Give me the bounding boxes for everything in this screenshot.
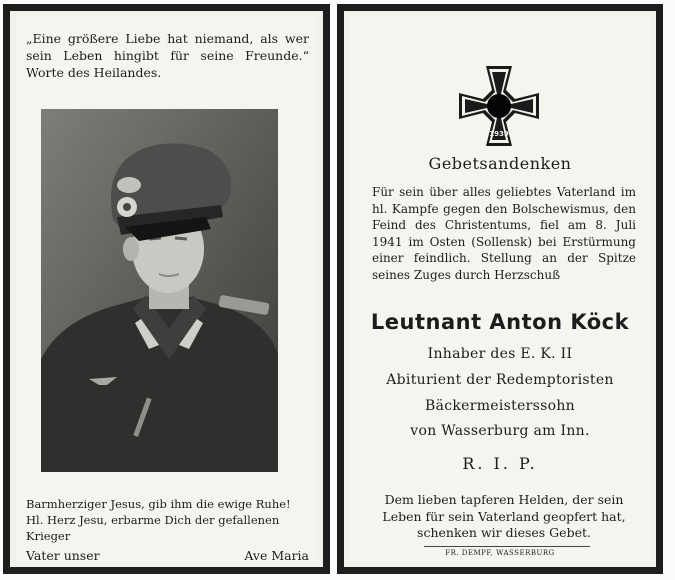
hometown-line: von Wasserburg am Inn. <box>410 423 590 439</box>
decoration-line: Inhaber des E. K. II <box>427 346 573 362</box>
prayer-block <box>26 496 309 564</box>
divider <box>424 546 590 547</box>
memorial-text: Für sein über alles geliebtes Vaterland im hl. Kampfe gegen den Bolschewismus, den Feind des Christentums, fiel am 8. Juli 1941 im Osten (Sollensk) bei Erstürmung einer feindlich. Stellung an der Spitze seines Zuges durch Herzschuß <box>372 185 636 282</box>
closing-prayers <box>26 548 309 564</box>
soldier-portrait <box>41 109 278 472</box>
ave-maria: Ave Maria <box>244 548 309 563</box>
dedication-text: Dem lieben tapferen Helden, der sein Leben für sein Vaterland geopfert hat, schenken wir dieses Gebet. <box>382 492 626 540</box>
family-line: Bäckermeisterssohn <box>425 398 575 414</box>
right-card <box>337 4 663 574</box>
prayer-line-1: Barmherziger Jesus, gib ihm die ewige Ruhe! <box>26 497 291 511</box>
right-card-content <box>350 16 650 562</box>
cross-year: 1939 <box>489 130 509 138</box>
education-line: Abiturient der Redemptoristen <box>386 372 614 388</box>
left-card <box>3 4 330 574</box>
printer-credit: FR. DEMPF, WASSERBURG <box>445 549 555 557</box>
iron-cross-icon <box>459 66 539 146</box>
vater-unser: Vater unser <box>26 548 100 563</box>
left-card-content <box>16 16 317 562</box>
deceased-name: Leutnant Anton Köck <box>370 310 630 334</box>
bible-quote: „Eine größere Liebe hat niemand, als wer sein Leben hingibt für seine Freunde.“ Worte des Heilandes. <box>26 31 309 80</box>
rip-text: R. I. P. <box>462 454 538 473</box>
prayer-line-2: Hl. Herz Jesu, erbarme Dich der gefallenen Krieger <box>26 513 280 543</box>
memorial-title: Gebetsandenken <box>428 154 572 173</box>
